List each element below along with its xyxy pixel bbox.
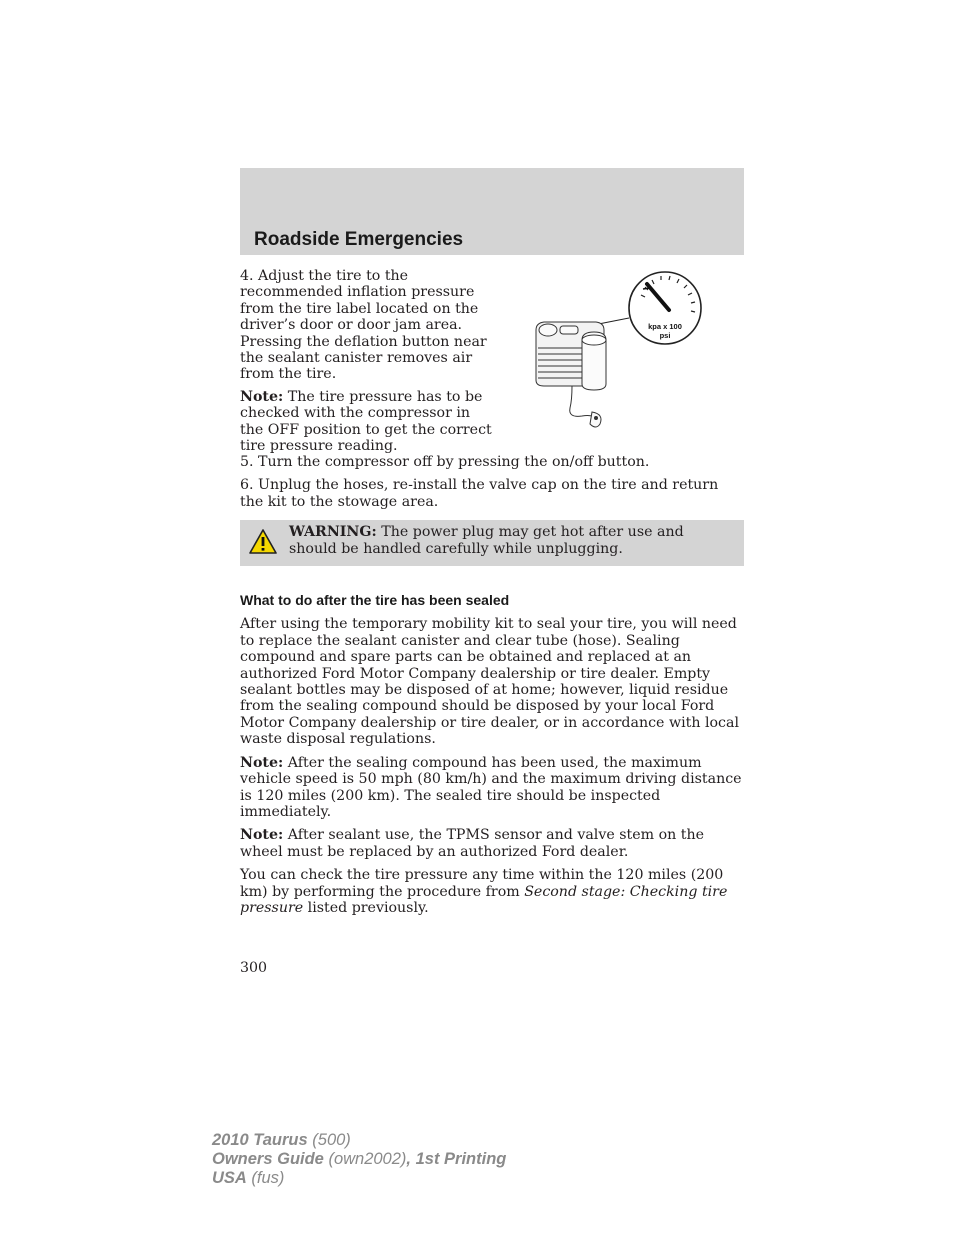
- warning-text: [289, 524, 732, 557]
- footer-guide-code: (own2002): [323, 1150, 407, 1168]
- footer-printing: , 1st Printing: [406, 1150, 507, 1168]
- section-note-1: [240, 755, 744, 821]
- footer-line-1: [212, 1131, 506, 1150]
- paragraph-text: You can check the tire pressure any time within the 120 miles (200 km) by performing the procedure from: [240, 867, 724, 900]
- section-note-2: [240, 827, 744, 860]
- footer-market-code: (fus): [246, 1169, 285, 1187]
- document-footer: [212, 1131, 506, 1188]
- warning-label: WARNING:: [289, 524, 377, 541]
- gauge-unit-label-kpa: kpa x 100: [648, 322, 682, 331]
- step-4-text-column: [240, 268, 494, 454]
- footer-line-2: [212, 1150, 506, 1169]
- note-text: After sealant use, the TPMS sensor and valve stem on the wheel must be replaced by an authorized Ford dealer.: [240, 827, 705, 860]
- step-5-paragraph: 5. Turn the compressor off by pressing the on/off button.: [240, 454, 650, 470]
- note-text: The tire pressure has to be checked with the compressor in the OFF position to get the correct tire pressure reading.: [240, 388, 492, 455]
- footer-guide: Owners Guide: [212, 1150, 324, 1168]
- section-title: Roadside Emergencies: [254, 229, 464, 250]
- footer-model-code: (500): [307, 1131, 351, 1149]
- footer-market: USA: [212, 1169, 247, 1187]
- section-heading: What to do after the tire has been sealed: [240, 592, 510, 609]
- note-label: Note:: [240, 827, 284, 844]
- section-paragraph-1: After using the temporary mobility kit to seal your tire, you will need to replace the sealant canister and clear tube (hose). Sealing compound and spare parts can be obtained and replaced at an authorized Ford Motor Company dealership or tire dealer. Empty sealant bottles may be disposed of at home; however, liquid residue from the sealing compound should be disposed by your local Ford Motor Company dealership or tire dealer, or in accordance with local waste disposal regulations.: [240, 616, 739, 748]
- note-label: Note:: [240, 388, 284, 405]
- step-4-note: [240, 389, 494, 455]
- footer-model: 2010 Taurus: [212, 1131, 308, 1149]
- footer-line-3: [212, 1169, 506, 1188]
- page-number: 300: [240, 960, 268, 976]
- paragraph-text-end: listed previously.: [303, 899, 429, 916]
- compressor-gauge-illustration: [534, 268, 712, 438]
- gauge-unit-label-psi: psi: [659, 331, 671, 340]
- section-paragraph-2: [240, 867, 744, 916]
- warning-triangle-icon: [248, 528, 278, 555]
- section-body: [240, 616, 744, 916]
- step-4-block: [240, 268, 744, 454]
- section-header: [240, 168, 744, 255]
- warning-message: The power plug may get hot after use and should be handled carefully while unplugging.: [289, 524, 684, 557]
- note-text: After the sealing compound has been used, the maximum vehicle speed is 50 mph (80 km/h) and the maximum driving distance is 120 miles (200 km). The sealed tire should be inspected immediately.: [240, 754, 742, 820]
- step-6-paragraph: 6. Unplug the hoses, re-install the valve cap on the tire and return the kit to the stowage area.: [240, 477, 719, 510]
- page-content: [240, 268, 744, 923]
- step-4-paragraph: 4. Adjust the tire to the recommended inflation pressure from the tire label located on the driver’s door or door jam area. Pressing the deflation button near the sealant canister removes air from the tire.: [240, 268, 487, 383]
- steps-continued: [240, 454, 744, 510]
- note-label: Note:: [240, 754, 284, 771]
- warning-box: [240, 520, 744, 566]
- cross-reference: Second stage: Checking tire pressure: [240, 883, 728, 916]
